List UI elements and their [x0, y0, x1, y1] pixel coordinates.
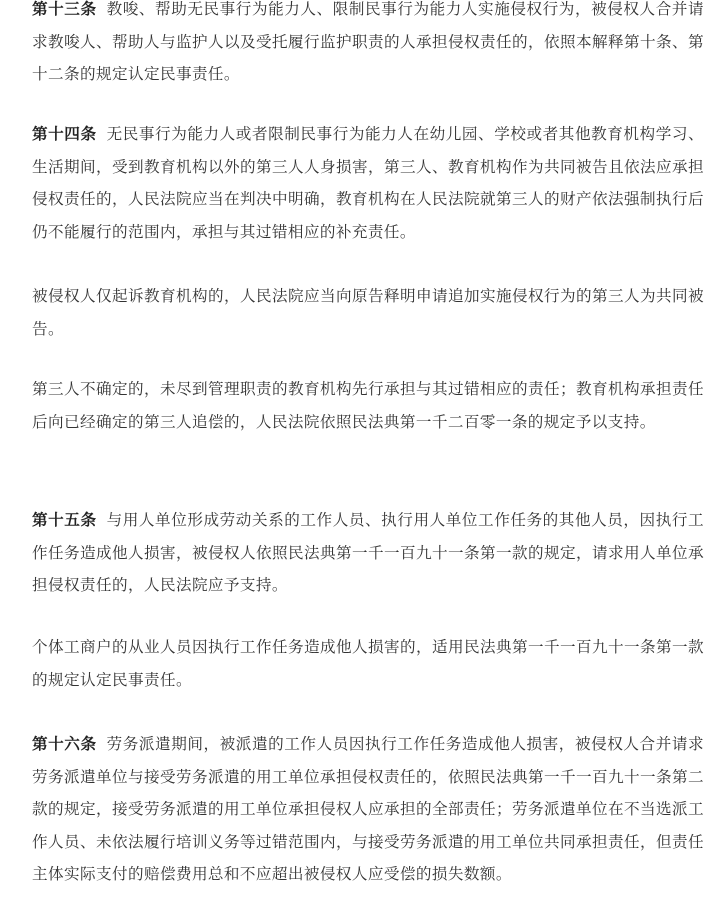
article-heading: 第十六条 [32, 735, 97, 753]
article-16-paragraph [32, 728, 704, 891]
article-13-paragraph [32, 0, 704, 91]
paragraph-text [32, 280, 704, 345]
paragraph-text [32, 631, 704, 696]
article-text: 无民事行为能力人或者限制民事行为能力人在幼儿园、学校或者其他教育机构学习、生活期间，受到教育机构以外的第三人人身损害，第三人、教育机构作为共同被告且依法应承担侵权责任的，人民法院应当在判决中明确，教育机构在人民法院就第三人的财产依法强制执行后仍不能履行的范围内，承担与其过错相应的补充责任。 [32, 125, 704, 241]
paragraph-text [32, 373, 704, 438]
article-15-paragraph [32, 504, 704, 602]
paragraph-body: 个体工商户的从业人员因执行工作任务造成他人损害的，适用民法典第一千一百九十一条第一款的规定认定民事责任。 [32, 638, 704, 689]
paragraph-body: 被侵权人仅起诉教育机构的，人民法院应当向原告释明申请追加实施侵权行为的第三人为共同被告。 [32, 287, 704, 338]
article-heading: 第十四条 [32, 125, 97, 143]
article-heading: 第十五条 [32, 511, 97, 529]
paragraph-body: 第三人不确定的，未尽到管理职责的教育机构先行承担与其过错相应的责任；教育机构承担责任后向已经确定的第三人追偿的，人民法院依照民法典第一千二百零一条的规定予以支持。 [32, 380, 704, 431]
article-text: 与用人单位形成劳动关系的工作人员、执行用人单位工作任务的其他人员，因执行工作任务造成他人损害，被侵权人依照民法典第一千一百九十一条第一款的规定，请求用人单位承担侵权责任的，人民法院应予支持。 [32, 511, 704, 594]
article-text: 劳务派遣期间，被派遣的工作人员因执行工作任务造成他人损害，被侵权人合并请求劳务派遣单位与接受劳务派遣的用工单位承担侵权责任的，依照民法典第一千一百九十一条第二款的规定，接受劳务派遣的用工单位承担侵权人应承担的全部责任；劳务派遣单位在不当选派工作人员、未依法履行培训义务等过错范围内，与接受劳务派遣的用工单位共同承担责任，但责任主体实际支付的赔偿费用总和不应超出被侵权人应受偿的损失数额。 [32, 735, 704, 883]
article-14-paragraph [32, 118, 704, 248]
article-text: 教唆、帮助无民事行为能力人、限制民事行为能力人实施侵权行为，被侵权人合并请求教唆人、帮助人与监护人以及受托履行监护职责的人承担侵权责任的，依照本解释第十条、第十二条的规定认定民事责任。 [32, 0, 704, 83]
article-heading: 第十三条 [32, 0, 97, 18]
